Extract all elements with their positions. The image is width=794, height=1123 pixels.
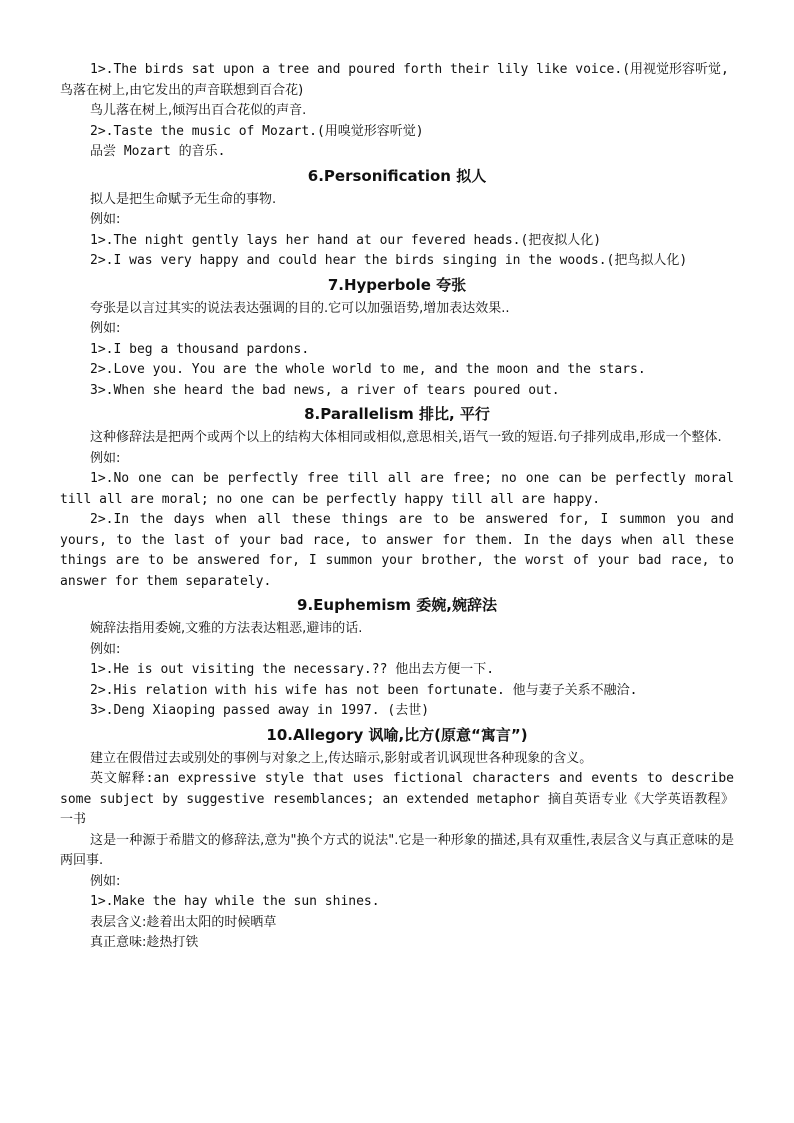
section-heading-euphemism: 9.Euphemism 委婉,婉辞法 <box>297 596 497 614</box>
section-heading-parallelism: 8.Parallelism 排比, 平行 <box>304 405 490 423</box>
document-page <box>60 60 734 954</box>
example-label: 例如: <box>90 641 121 657</box>
english-explanation-paragraph: 英文解释:an expressive style that uses fictional characters and events to describe some subject by suggestive resemblances; an extended metaphor 摘自英语专业《大学英语教程》一书 <box>60 771 734 827</box>
example-line: 2>.I was very happy and could hear the birds singing in the woods.(把鸟拟人化) <box>90 253 688 268</box>
example-line: 1>.The birds sat upon a tree and poured forth their lily like voice.(用视觉形容听觉, <box>90 62 729 77</box>
example-label: 例如: <box>90 450 121 466</box>
example-line: 1>.Make the hay while the sun shines. <box>90 894 380 909</box>
definition-paragraph: 建立在假借过去或别处的事例与对象之上,传达暗示,影射或者讥讽现世各种现象的含义。 <box>90 750 593 766</box>
definition-line: 婉辞法指用委婉,文雅的方法表达粗恶,避讳的话. <box>90 621 363 636</box>
example-line: 1>.The night gently lays her hand at our fevered heads.(把夜拟人化) <box>90 232 602 248</box>
real-meaning-line: 真正意味:趁热打铁 <box>90 935 199 950</box>
definition-line: 拟人是把生命赋予无生命的事物. <box>90 191 277 207</box>
example-label: 例如: <box>90 873 121 889</box>
surface-meaning-line: 表层含义:趁着出太阳的时候晒草 <box>90 914 277 930</box>
section-heading-allegory: 10.Allegory 讽喻,比方(原意“寓言”) <box>266 725 528 744</box>
example-line: 1>.He is out visiting the necessary.?? 他出去方便一下. <box>90 662 495 677</box>
definition-line: 夸张是以言过其实的说法表达强调的目的.它可以加强语势,增加表达效果.. <box>90 300 510 316</box>
definition-paragraph: 这种修辞法是把两个或两个以上的结构大体相同或相似,意思相关,语气一致的短语.句子排列成串,形成一个整体. <box>90 430 722 445</box>
section-heading-personification: 6.Personification 拟人 <box>307 166 487 185</box>
example-paragraph: 1>.No one can be perfectly free till all are free; no one can be perfectly moral till all are moral; no one can be perfectly happy till all are happy. <box>60 471 734 507</box>
section-heading-hyperbole: 7.Hyperbole 夸张 <box>327 275 467 294</box>
translation-line: 品尝 Mozart 的音乐. <box>90 144 226 159</box>
translation-line: 鸟儿落在树上,倾泻出百合花似的声音. <box>90 103 307 118</box>
example-line: 1>.I beg a thousand pardons. <box>90 341 310 357</box>
example-line: 3>.When she heard the bad news, a river of tears poured out. <box>90 382 560 398</box>
example-line: 鸟落在树上,由它发出的声音联想到百合花) <box>60 82 304 98</box>
example-line: 2>.His relation with his wife has not been fortunate. 他与妻子关系不融洽. <box>90 682 638 698</box>
example-line: 2>.Taste the music of Mozart.(用嗅觉形容听觉) <box>90 123 424 139</box>
example-line: 3>.Deng Xiaoping passed away in 1997. (去世) <box>90 703 430 718</box>
example-label: 例如: <box>90 212 121 227</box>
origin-paragraph: 这是一种源于希腊文的修辞法,意为"换个方式的说法".它是一种形象的描述,具有双重性,表层含义与真正意味的是两回事. <box>60 832 734 868</box>
example-paragraph: 2>.In the days when all these things are to be answered for, I summon you and yours, to the last of your bad race, to answer for them. In the days when all these things are to be answered for, I summon your brother, the worst of your bad race, to answer for them separately. <box>60 512 734 589</box>
example-line: 2>.Love you. You are the whole world to me, and the moon and the stars. <box>90 362 646 377</box>
example-label: 例如: <box>90 321 121 336</box>
